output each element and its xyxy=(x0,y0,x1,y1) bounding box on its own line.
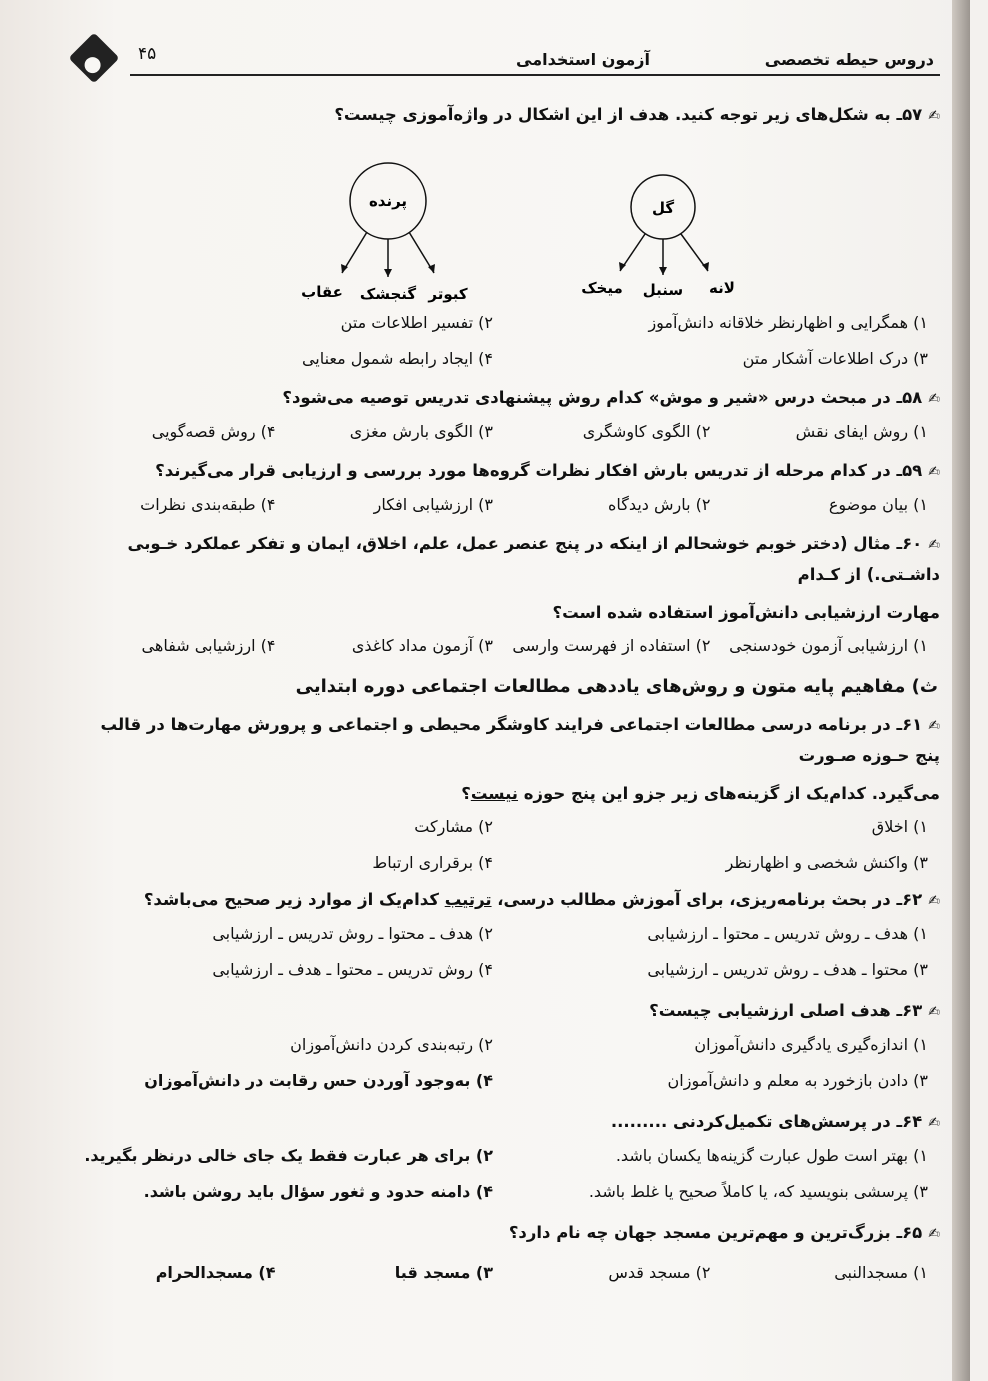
exam-title: آزمون استخدامی xyxy=(516,50,650,69)
options-61 xyxy=(70,809,940,881)
diagram-item: سنبل xyxy=(642,281,684,299)
pen-icon: ✍ xyxy=(928,537,940,553)
question-text: ۶۴ـ در پرسش‌های تکمیل‌کردنی ......... xyxy=(610,1112,923,1131)
question-61-cont xyxy=(70,779,940,809)
pen-icon: ✍ xyxy=(928,718,940,734)
option[interactable]: ۳) درک اطلاعات آشکار متن xyxy=(742,349,928,368)
options-58 xyxy=(70,414,940,450)
publisher-logo-icon xyxy=(69,33,120,84)
option[interactable]: ۴) روش تدریس ـ محتوا ـ هدف ـ ارزشیابی xyxy=(212,960,493,979)
pen-icon: ✍ xyxy=(928,893,940,909)
header-rule xyxy=(130,74,940,76)
question-63 xyxy=(70,996,940,1027)
option[interactable]: ۳) مسجد قبا xyxy=(394,1263,493,1282)
options-59 xyxy=(70,487,940,523)
question-57 xyxy=(70,100,940,131)
question-60-cont: مهارت ارزشیابی دانش‌آموز استفاده شده است؟ xyxy=(552,603,940,622)
options-63 xyxy=(70,1027,940,1099)
question-mark: ؟ xyxy=(461,784,471,803)
option[interactable]: ۴) برقراری ارتباط xyxy=(372,853,493,872)
question-59 xyxy=(70,456,940,487)
option[interactable]: ۴) به‌وجود آوردن حس رقابت در دانش‌آموزان xyxy=(144,1071,493,1090)
question-text: ۶۰ـ مثال (دختر خوبم خوشحالم از اینکه در پنج عنصر عمل، علم، اخلاق، ایمان و تفکر عملکرد خـوبی داشـتی.) از کـدام xyxy=(127,534,940,584)
question-text: ۶۵ـ بزرگ‌ترین و مهم‌ترین مسجد جهان چه نام دارد؟ xyxy=(508,1223,923,1242)
option[interactable]: ۱) بیان موضوع xyxy=(828,495,928,514)
pen-icon: ✍ xyxy=(928,391,940,407)
option[interactable]: ۳) دادن بازخورد به معلم و دانش‌آموزان xyxy=(667,1071,928,1090)
option[interactable]: ۴) مسجدالحرام xyxy=(155,1263,276,1282)
option[interactable]: ۳) پرسشی بنویسید که، یا کاملاً صحیح یا غلط باشد. xyxy=(588,1182,928,1201)
option[interactable]: ۲) هدف ـ محتوا ـ روش تدریس ـ ارزشیابی xyxy=(212,924,493,943)
question-list xyxy=(70,100,940,1291)
question-62 xyxy=(70,885,940,916)
question-text: ۵۷ـ به شکل‌های زیر توجه کنید. هدف از این اشکال در واژه‌آموزی چیست؟ xyxy=(334,105,923,124)
pen-icon: ✍ xyxy=(928,1004,940,1020)
question-text: ۵۸ـ در مبحث درس «شیر و موش» کدام روش پیشنهادی تدریس توصیه می‌شود؟ xyxy=(282,388,923,407)
pen-icon: ✍ xyxy=(928,1115,940,1131)
question-61 xyxy=(70,710,940,771)
question-58 xyxy=(70,383,940,414)
pen-icon: ✍ xyxy=(928,108,940,124)
question-65 xyxy=(70,1218,940,1249)
options-64 xyxy=(70,1138,940,1210)
question-text: ۶۱ـ در برنامه درسی مطالعات اجتماعی فرایند کاوشگر محیطی و اجتماعی و پرورش مهارت‌ها در قالب پنج حـوزه صـورت xyxy=(100,715,940,765)
pen-icon: ✍ xyxy=(928,1226,940,1242)
pen-icon: ✍ xyxy=(928,464,940,480)
option[interactable]: ۱) همگرایی و اظهارنظر خلاقانه دانش‌آموز xyxy=(648,313,928,332)
section-heading: ث) مفاهیم پایه متون و روش‌های یاددهی مطالعات اجتماعی دوره ابتدایی xyxy=(295,676,938,697)
option[interactable]: ۳) ارزشیابی افکار xyxy=(373,495,493,514)
diagram-svg xyxy=(70,131,940,303)
option[interactable]: ۳) محتوا ـ هدف ـ روش تدریس ـ ارزشیابی xyxy=(647,960,928,979)
option[interactable]: ۱) روش ایفای نقش xyxy=(795,422,928,441)
options-60 xyxy=(70,628,940,664)
options-65 xyxy=(70,1255,940,1291)
option[interactable]: ۲) مشارکت xyxy=(414,817,493,836)
question-text: می‌گیرد. کدام‌یک از گزینه‌های زیر جزو این پنج حوزه xyxy=(518,784,940,803)
option[interactable]: ۴) طبقه‌بندی نظرات xyxy=(140,495,276,514)
option[interactable]: ۳) الگوی بارش مغزی xyxy=(349,422,493,441)
option[interactable]: ۴) ارزشیابی شفاهی xyxy=(141,636,276,655)
option[interactable]: ۴) دامنه حدود و ثغور سؤال باید روشن باشد. xyxy=(143,1182,493,1201)
option[interactable]: ۱) هدف ـ روش تدریس ـ محتوا ـ ارزشیابی xyxy=(647,924,928,943)
option[interactable]: ۲) بارش دیدگاه xyxy=(608,495,711,514)
question-text: ۵۹ـ در کدام مرحله از تدریس بارش افکار نظرات گروه‌ها مورد بررسی و ارزیابی قرار می‌گیرند؟ xyxy=(155,461,923,480)
option[interactable]: ۲) تفسیر اطلاعات متن xyxy=(340,313,493,332)
page-number: ۴۵ xyxy=(138,44,157,64)
diagram-item: عقاب xyxy=(301,283,343,301)
option[interactable]: ۴) ایجاد رابطه شمول معنایی xyxy=(301,349,493,368)
options-57 xyxy=(70,305,940,377)
underlined-word: نیست xyxy=(470,784,519,803)
diagram-item: گنجشک xyxy=(359,285,417,303)
option[interactable]: ۲) رتبه‌بندی کردن دانش‌آموزان xyxy=(290,1035,493,1054)
subject-title: دروس حیطه تخصصی xyxy=(764,50,934,69)
option[interactable]: ۴) روش قصه‌گویی xyxy=(151,422,276,441)
option[interactable]: ۳) واکنش شخصی و اظهارنظر xyxy=(725,853,928,872)
option[interactable]: ۱) اخلاق xyxy=(871,817,928,836)
diagram-bird-label: پرنده xyxy=(368,192,408,210)
option[interactable]: ۱) مسجدالنبی xyxy=(834,1263,928,1282)
diagram-item: کبوتر xyxy=(428,285,468,303)
question-text: کدام‌یک از موارد زیر صحیح می‌باشد؟ xyxy=(143,890,445,909)
option[interactable]: ۳) آزمون مداد کاغذی xyxy=(351,636,493,655)
option[interactable]: ۲) الگوی کاوشگری xyxy=(582,422,711,441)
question-text: ۶۲ـ در بحث برنامه‌ریزی، برای آموزش مطالب درسی، xyxy=(491,890,923,909)
page-header xyxy=(70,30,940,88)
question-64 xyxy=(70,1107,940,1138)
underlined-word: ترتیب xyxy=(444,890,492,909)
option[interactable]: ۱) ارزشیابی آزمون خودسنجی xyxy=(729,636,928,655)
option[interactable]: ۲) مسجد قدس xyxy=(608,1263,711,1282)
diagram-item: میخک xyxy=(581,279,623,297)
book-spine xyxy=(952,0,970,1381)
option[interactable]: ۲) استفاده از فهرست وارسی xyxy=(512,636,711,655)
question-60 xyxy=(70,529,940,590)
diagram-item: لانه xyxy=(709,279,735,297)
options-62 xyxy=(70,916,940,988)
question-text: ۶۳ـ هدف اصلی ارزشیابی چیست؟ xyxy=(649,1001,923,1020)
option[interactable]: ۱) اندازه‌گیری یادگیری دانش‌آموزان xyxy=(694,1035,928,1054)
option[interactable]: ۲) برای هر عبارت فقط یک جای خالی درنظر بگیرید. xyxy=(84,1146,493,1165)
word-diagram xyxy=(70,131,940,303)
diagram-flower-label: گل xyxy=(651,199,675,217)
option[interactable]: ۱) بهتر است طول عبارت گزینه‌ها یکسان باشد. xyxy=(615,1146,928,1165)
